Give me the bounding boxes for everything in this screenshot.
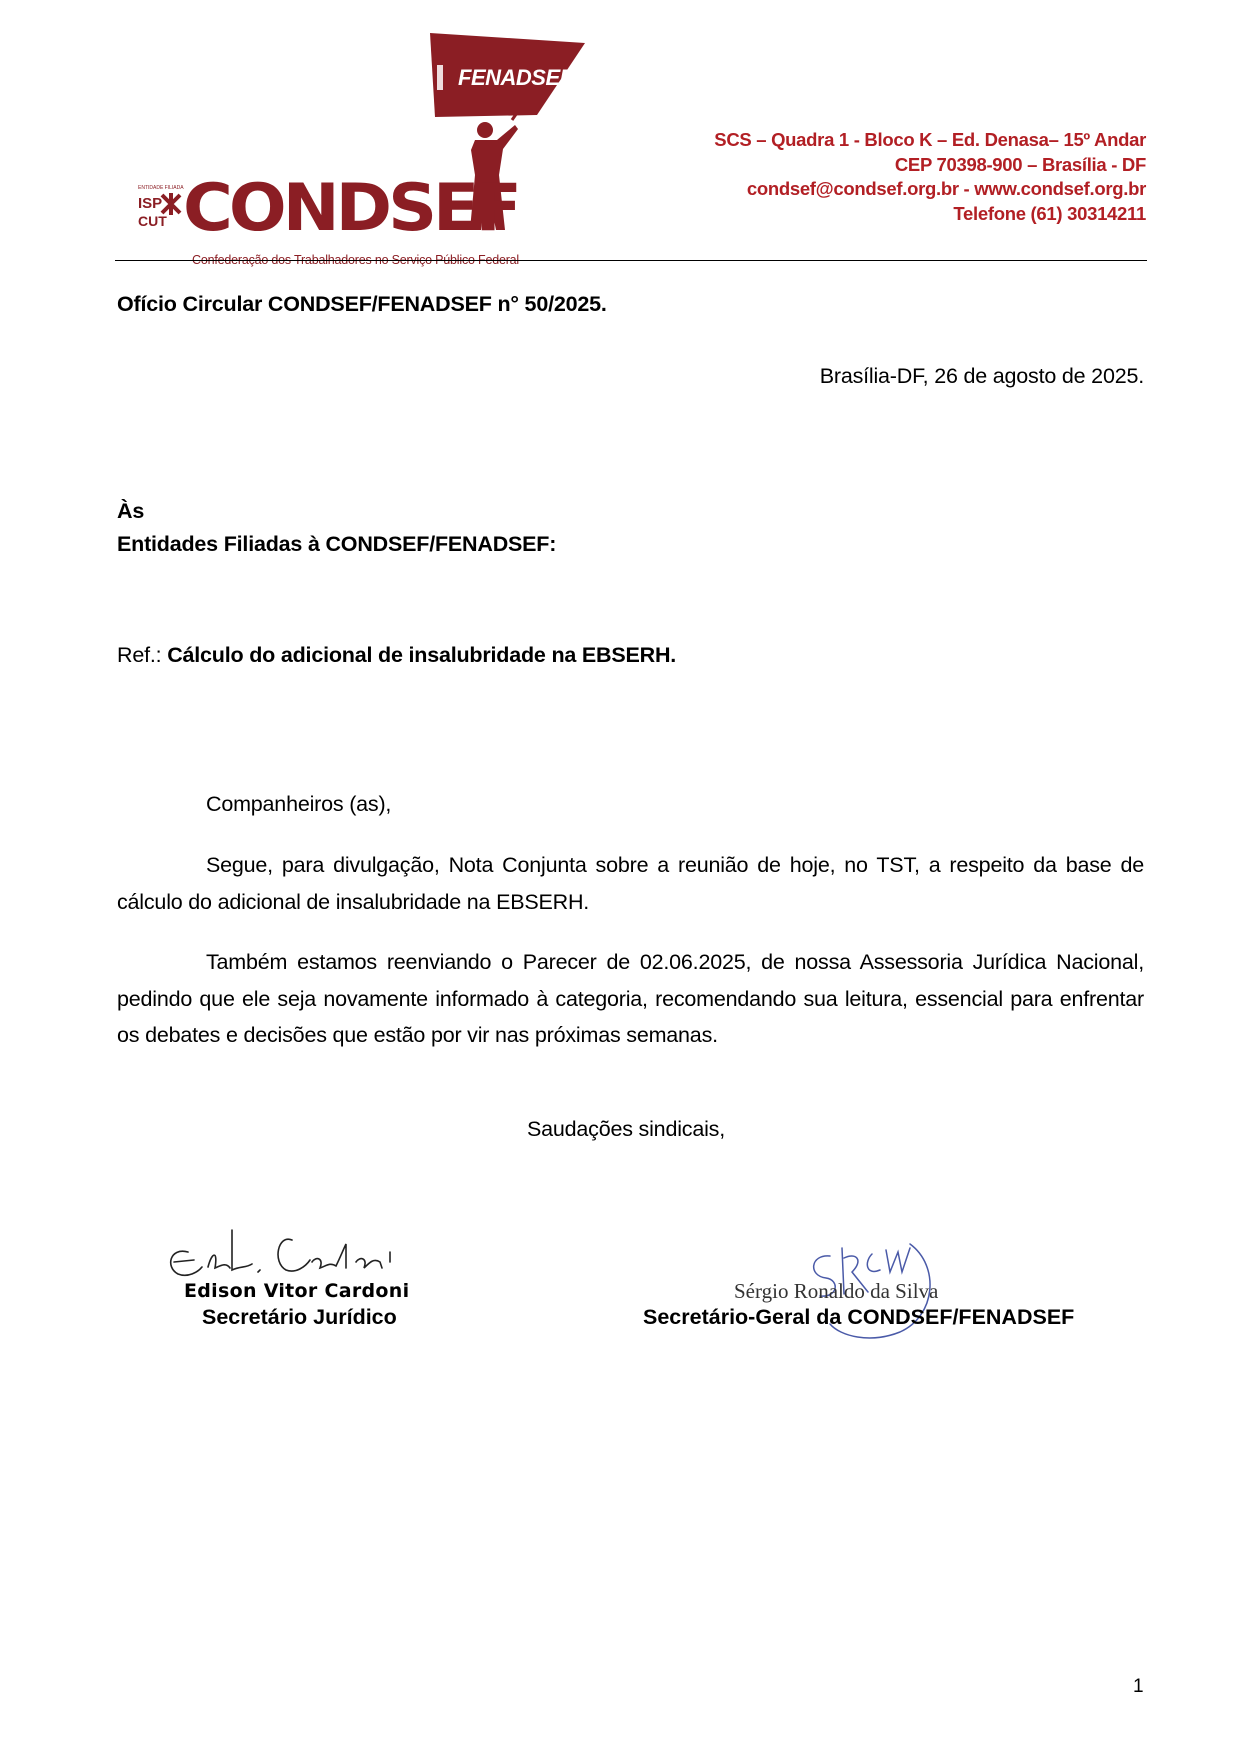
reference-subject: Cálculo do adicional de insalubridade na EBSERH. — [167, 643, 677, 667]
place-date: Brasília-DF, 26 de agosto de 2025. — [819, 364, 1144, 388]
address-line: SCS – Quadra 1 - Bloco K – Ed. Denasa– 15º Andar — [714, 129, 1146, 150]
address-line: CEP 70398-900 – Brasília - DF — [894, 153, 1146, 175]
cut-mark: CUT — [138, 213, 167, 229]
paragraph-1 — [117, 847, 1144, 920]
condsef-logo — [135, 25, 585, 267]
signer-2-role: Secretário-Geral da CONDSEF/FENADSEF — [643, 1305, 1075, 1329]
paragraph-2 — [117, 944, 1144, 1054]
header-divider — [115, 260, 1147, 261]
condsef-wordmark: CONDSEF — [183, 171, 518, 247]
address-block — [714, 128, 1146, 226]
paragraph-1-text: Segue, para divulgação, Nota Conjunta sobre a reunião de hoje, no TST, a respeito da base de cálculo do adicional de insalubridade na EBSERH. — [117, 853, 1144, 914]
contact-phone: Telefone (61) 30314211 — [953, 202, 1146, 224]
closing: Saudações sindicais, — [527, 1117, 725, 1141]
recipient-line-2: Entidades Filiadas à CONDSEF/FENADSEF: — [117, 532, 557, 556]
entidade-filiada-label: ENTIDADE FILIADA — [138, 185, 184, 191]
reference-label: Ref.: — [117, 643, 168, 667]
oficio-number: Ofício Circular CONDSEF/FENADSEF n° 50/2025. — [117, 292, 607, 316]
recipient-line-1: Às — [117, 499, 145, 523]
page-number: 1 — [1133, 1676, 1144, 1697]
signer-2-name: Sérgio Ronaldo da Silva — [734, 1279, 939, 1303]
fenadsef-flag-text: FENADSEF — [458, 65, 573, 90]
isp-x-icon — [160, 193, 182, 215]
signer-1-name: Edison Vitor Cardoni — [184, 1280, 410, 1302]
isp-mark: ISP — [138, 195, 163, 212]
salutation: Companheiros (as), — [206, 792, 392, 816]
signer-1-role: Secretário Jurídico — [202, 1305, 397, 1329]
reference-line — [117, 643, 676, 668]
paragraph-2-text: Também estamos reenviando o Parecer de 02.06.2025, de nossa Assessoria Jurídica Nacional, pedindo que ele seja novamente informado à categoria, recomendando sua leitura, essencial para enfrentar os debates e decisões que estão por vir nas próximas semanas. — [117, 950, 1144, 1047]
contact-email-web: condsef@condsef.org.br - www.condsef.org.br — [746, 178, 1146, 199]
condsef-tagline: Confederação dos Trabalhadores no Serviço Público Federal — [192, 253, 519, 267]
